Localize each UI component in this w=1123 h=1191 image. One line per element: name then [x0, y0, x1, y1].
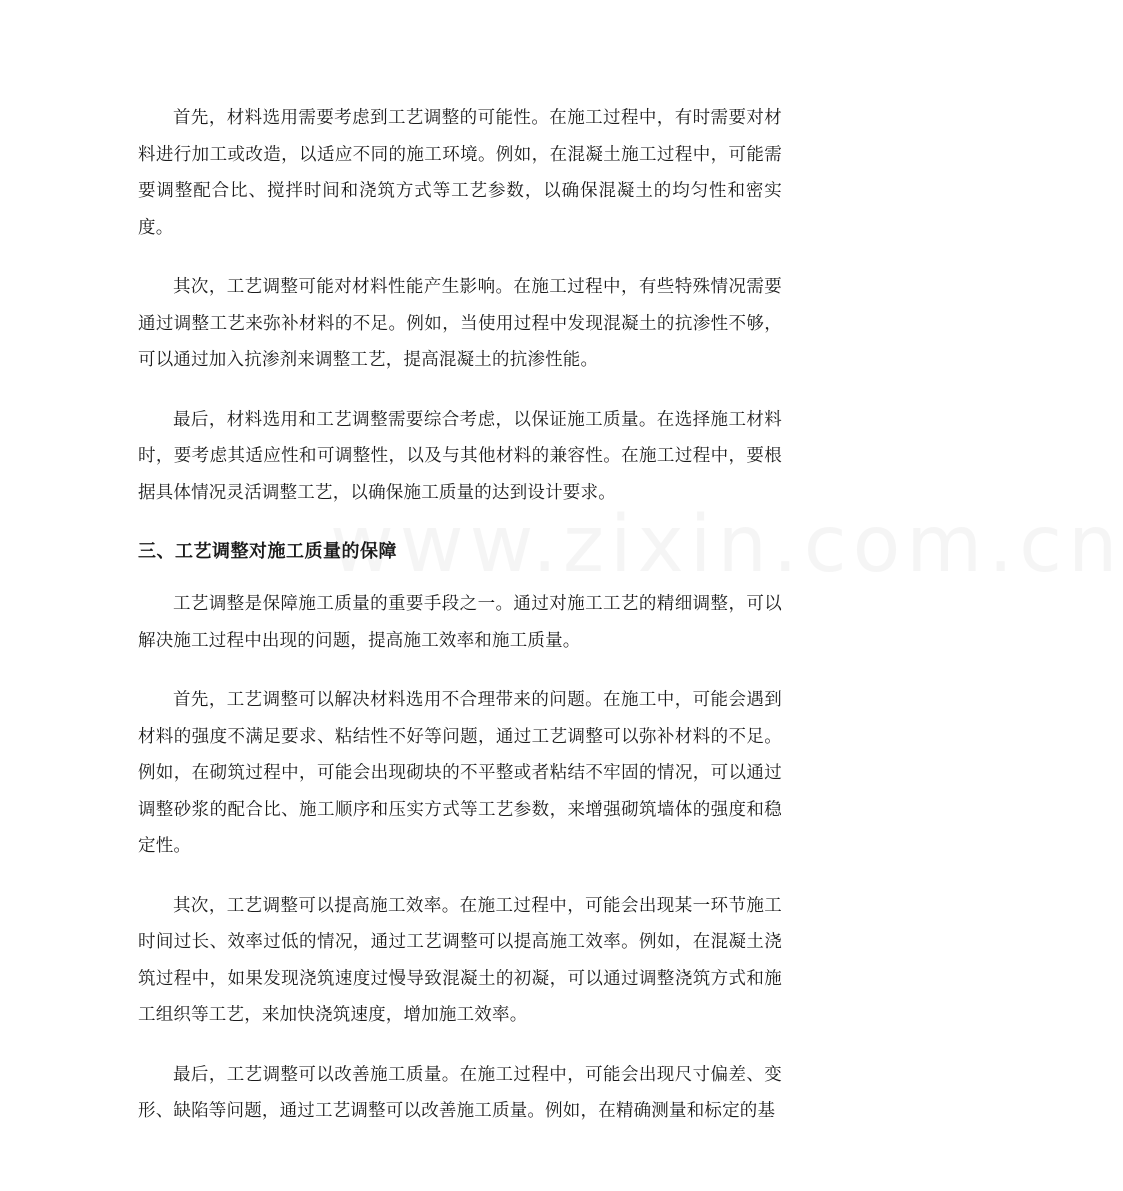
- watermark: www.zixin.com.cn: [330, 500, 1123, 590]
- section-heading: 三、工艺调整对施工质量的保障: [138, 541, 397, 562]
- paragraph: 首先，工艺调整可以解决材料选用不合理带来的问题。在施工中，可能会遇到材料的强度不满足要求、粘结性不好等问题，通过工艺调整可以弥补材料的不足。例如，在砌筑过程中，可能会出现砌块的不平整或者粘结不牢固的情况，可以通过调整砂浆的配合比、施工顺序和压实方式等工艺参数，来增强砌筑墙体的强度和稳定性。: [138, 690, 782, 856]
- paragraph: 最后，材料选用和工艺调整需要综合考虑，以保证施工质量。在选择施工材料时，要考虑其适应性和可调整性，以及与其他材料的兼容性。在施工过程中，要根据具体情况灵活调整工艺，以确保施工质量的达到设计要求。: [138, 409, 782, 503]
- paragraph: 其次，工艺调整可以提高施工效率。在施工过程中，可能会出现某一环节施工时间过长、效率过低的情况，通过工艺调整可以提高施工效率。例如，在混凝土浇筑过程中，如果发现浇筑速度过慢导致混凝土的初凝，可以通过调整浇筑方式和施工组织等工艺，来加快浇筑速度，增加施工效率。: [138, 895, 782, 1025]
- paragraph: 其次，工艺调整可能对材料性能产生影响。在施工过程中，有些特殊情况需要通过调整工艺来弥补材料的不足。例如，当使用过程中发现混凝土的抗渗性不够，可以通过加入抗渗剂来调整工艺，提高混凝土的抗渗性能。: [138, 277, 782, 370]
- paragraph: 工艺调整是保障施工质量的重要手段之一。通过对施工工艺的精细调整，可以解决施工过程中出现的问题，提高施工效率和施工质量。: [138, 594, 782, 651]
- paragraph: 首先，材料选用需要考虑到工艺调整的可能性。在施工过程中，有时需要对材料进行加工或改造，以适应不同的施工环境。例如，在混凝土施工过程中，可能需要调整配合比、搅拌时间和浇筑方式等工艺参数，以确保混凝土的均匀性和密实度。: [138, 108, 782, 238]
- paragraph: 最后，工艺调整可以改善施工质量。在施工过程中，可能会出现尺寸偏差、变形、缺陷等问题，通过工艺调整可以改善施工质量。例如，在精确测量和标定的基: [138, 1064, 782, 1121]
- document-body: [138, 100, 782, 1153]
